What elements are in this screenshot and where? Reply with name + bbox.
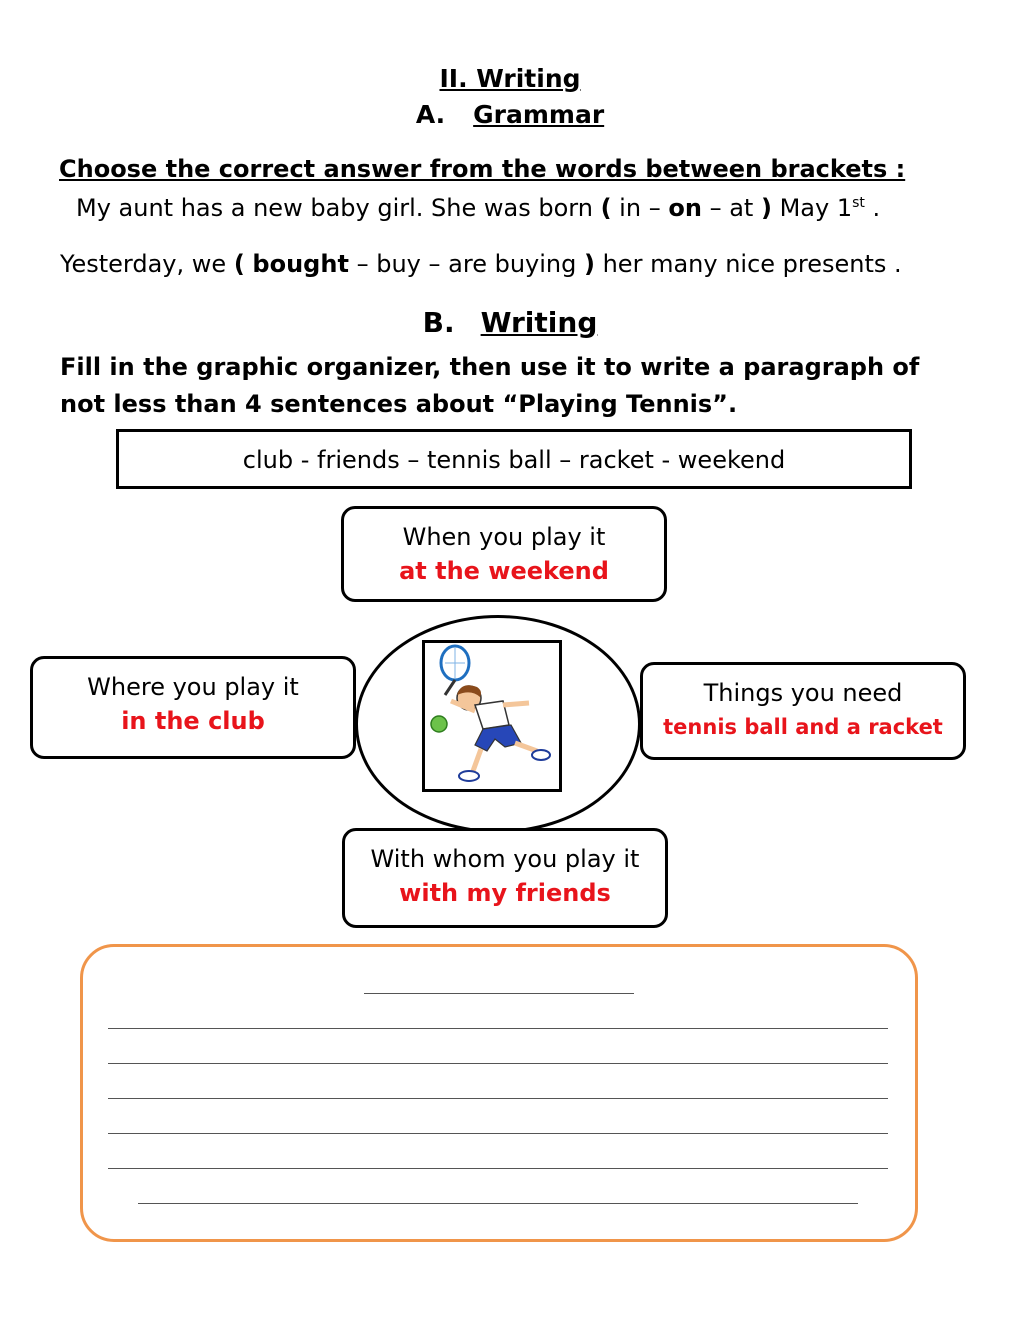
tennis-player-illustration-icon [425,643,559,789]
option-on[interactable]: on [668,194,702,222]
answer-line[interactable] [108,1028,888,1029]
answer-line[interactable] [108,1168,888,1169]
writing-instruction-line-2: not less than 4 sentences about “Playing Tennis”. [60,390,738,418]
word-bank: club - friends – tennis ball – racket - weekend [116,429,912,489]
answer-line[interactable] [108,1063,888,1064]
tennis-player-image [422,640,562,792]
grammar-question-2: Yesterday, we ( bought – buy – are buying ) her many nice presents . [60,250,902,278]
option-buy[interactable]: buy [376,250,421,278]
option-in[interactable]: in [619,194,642,222]
answer-line[interactable] [138,1203,858,1204]
organizer-box-where: Where you play it in the club [30,656,356,759]
option-bought[interactable]: bought [252,250,349,278]
organizer-box-things: Things you need tennis ball and a racket [640,662,966,760]
organizer-box-when: When you play it at the weekend [341,506,667,602]
section-title: II. Writing [439,64,581,93]
option-are-buying[interactable]: are buying [448,250,577,278]
title-answer-line[interactable] [364,993,634,994]
organizer-box-with-whom: With whom you play it with my friends [342,828,668,928]
part-a-heading: A. Grammar [415,100,605,129]
grammar-instruction: Choose the correct answer from the words between brackets : [59,155,906,183]
part-b-heading: B. Writing [422,306,598,339]
paragraph-writing-area [80,944,918,1242]
grammar-question-1: My aunt has a new baby girl. She was born ( in – on – at ) May 1st . [76,194,881,222]
answer-line[interactable] [108,1098,888,1099]
writing-instruction-line-1: Fill in the graphic organizer, then use it to write a paragraph of [60,353,920,381]
answer-line[interactable] [108,1133,888,1134]
option-at[interactable]: at [729,194,754,222]
